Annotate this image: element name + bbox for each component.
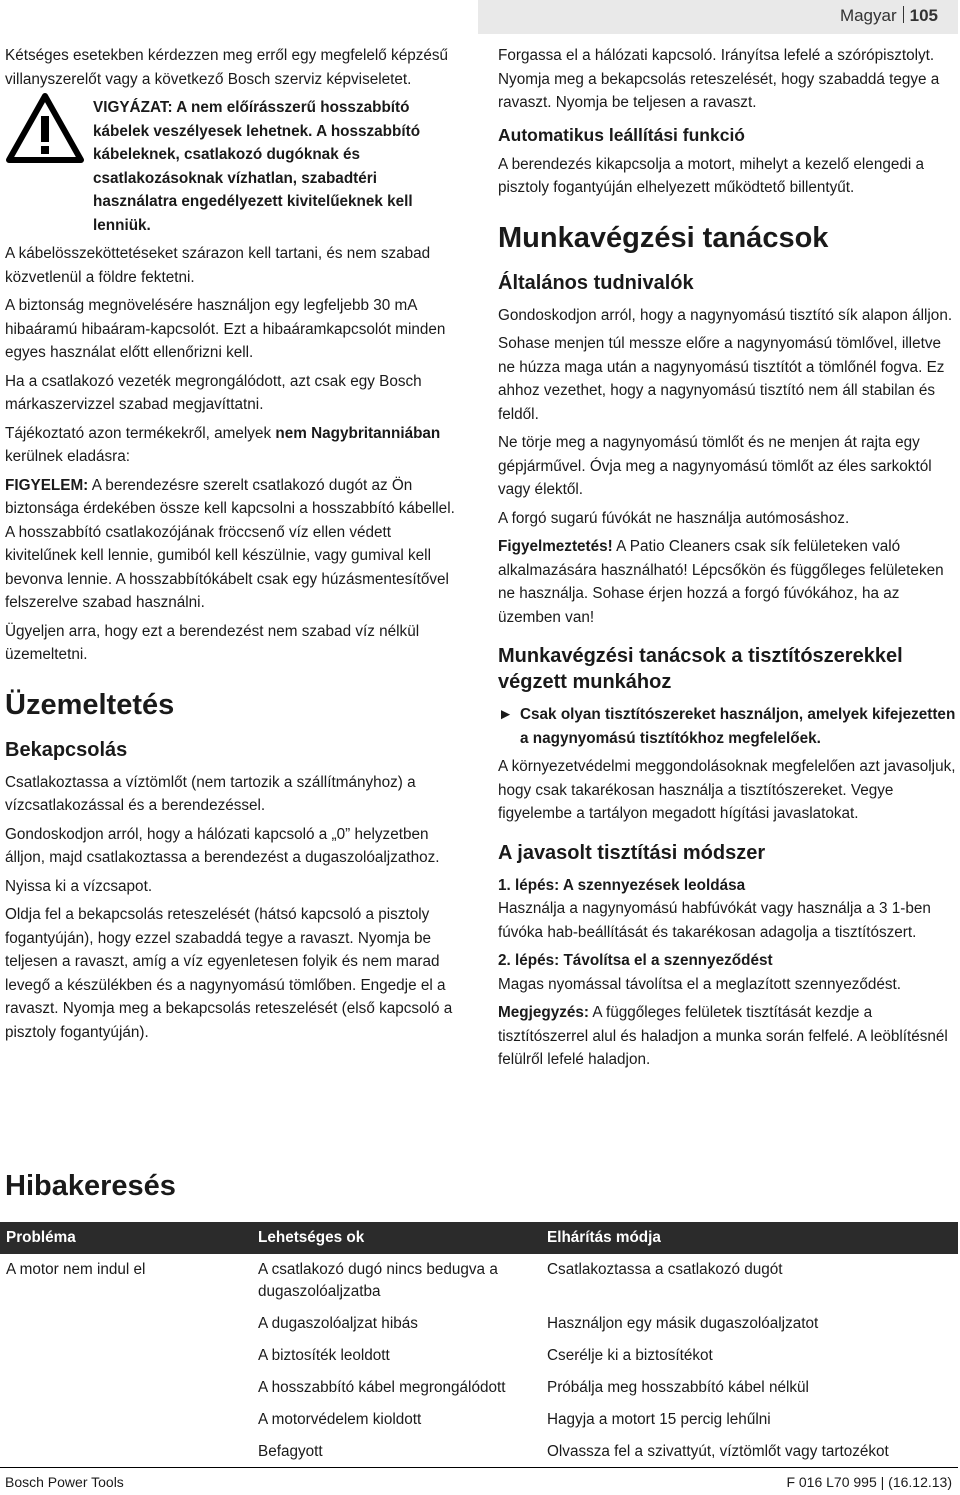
bullet-text: Csak olyan tisztítószereket használjon, amelyek kifejezetten a nagynyomású tisztítókhoz megfelelőek.	[520, 706, 956, 747]
bullet-item	[498, 703, 958, 750]
table-cell: Cserélje ki a biztosítékot	[547, 1347, 713, 1364]
paragraph: A forgó sugarú fúvókát ne használja autómosáshoz.	[498, 509, 850, 527]
bold-span: Figyelmeztetés!	[498, 538, 613, 555]
right-column	[498, 44, 958, 1077]
paragraph	[498, 874, 958, 945]
subsection-heading: Bekapcsolás	[5, 738, 128, 761]
table-cell	[0, 1372, 252, 1404]
table-cell: A dugaszolóaljzat hibás	[258, 1315, 418, 1332]
step-text: Használja a nagynyomású habfúvókát vagy használja a 3 1-ben fúvóka hab-beállítását és takarékosan adagolja a tisztítószert.	[498, 900, 931, 941]
text-span: A Patio Cleaners csak sík felületeken való alkalmazására használható! Lépcsőkön és függőleges felületeken ne használja. Sohase érjen hozzá a forgó fúvókához, ha az üzemben van!	[498, 538, 944, 626]
table-row	[0, 1254, 958, 1308]
page-header	[478, 0, 958, 34]
paragraph: Gondoskodjon arról, hogy a nagynyomású tisztító sík alapon álljon.	[498, 306, 953, 324]
warning-text: VIGYÁZAT: A nem előírásszerű hosszabbító kábelek veszélyesek lehetnek. A hosszabbító kábeleknek, csatlakozó dugóknak és csatlakozásoknak vízhatlan, szabadtéri használatra engedélyezett kivitelűeknek kell lenniük.	[93, 99, 421, 234]
table-row	[0, 1404, 958, 1436]
table-cell: Befagyott	[258, 1443, 323, 1460]
step-heading: 1. lépés: A szennyezések leoldása	[498, 876, 746, 894]
table-cell: A csatlakozó dugó nincs bedugva a dugaszolóaljzatba	[258, 1261, 498, 1300]
subsection-heading: Automatikus leállítási funkció	[498, 124, 745, 145]
table-cell: A hosszabbító kábel megrongálódott	[258, 1379, 506, 1396]
subsection-heading: Munkavégzési tanácsok a tisztítószerekkel végzett munkához	[498, 645, 903, 693]
paragraph: Ügyeljen arra, hogy ezt a berendezést nem szabad víz nélkül üzemeltetni.	[5, 622, 420, 663]
table-cell: Használjon egy másik dugaszolóaljzatot	[547, 1315, 819, 1332]
paragraph: Ha a csatlakozó vezeték megrongálódott, azt csak egy Bosch márkaszervizzel szabad megjavíttatni.	[5, 372, 422, 413]
text-span: Tájékoztató azon termékekről, amelyek	[5, 424, 276, 442]
step-heading: 2. lépés: Távolítsa el a szennyeződést	[498, 952, 773, 969]
troubleshooting-heading: Hibakeresés	[5, 1170, 176, 1202]
paragraph: Gondoskodjon arról, hogy a hálózati kapcsoló a „0” helyzetben álljon, majd csatlakoztassa a berendezést a dugaszolóaljzathoz.	[5, 825, 440, 866]
paragraph: Csatlakoztassa a víztömlőt (nem tartozik a szállítmányhoz) a vízcsatlakozással és a berendezéssel.	[5, 773, 416, 814]
section-heading: Üzemeltetés	[5, 688, 175, 721]
paragraph: Ne törje meg a nagynyomású tömlőt és ne menjen át rajta egy gépjárművel. Óvja meg a nagynyomású tömlőt az éles sarkoktól vagy élektől.	[498, 434, 932, 498]
subsection-heading: A javasolt tisztítási módszer	[498, 841, 766, 864]
column-header: Elhárítás módja	[541, 1222, 958, 1254]
table-cell: Próbálja meg hosszabbító kábel nélkül	[547, 1379, 809, 1396]
triangle-bullet-icon: ►	[498, 706, 514, 723]
table-row	[0, 1372, 958, 1404]
subsection-heading: Általános tudnivalók	[498, 271, 694, 294]
column-header: Probléma	[0, 1222, 252, 1254]
table-cell: A biztosíték leoldott	[258, 1347, 390, 1364]
paragraph	[498, 535, 958, 629]
paragraph: A kábelösszeköttetéseket szárazon kell tartani, és nem szabad közvetlenül a földre fektetni.	[5, 245, 431, 286]
table-cell	[0, 1340, 252, 1372]
paragraph: A berendezés kikapcsolja a motort, mihelyt a kezelő elengedi a pisztoly fogantyúján elhelyezett működtető billentyűt.	[498, 155, 925, 196]
table-cell	[0, 1308, 252, 1340]
header-language: Magyar	[839, 6, 897, 25]
paragraph: Kétséges esetekben kérdezzen meg erről egy megfelelő képzésű villanyszerelőt vagy a következő Bosch szerviz képviseletet.	[5, 47, 449, 88]
paragraph: Oldja fel a bekapcsolás reteszelését (hátsó kapcsoló a pisztoly fogantyúján), hogy ezzel szabaddá tegye a ravaszt. Nyomja be teljesen a ravaszt, amíg a víz egyenletesen folyik és nem marad levegő a készülékben és a nagynyomású tömlőben. Engedje el a ravaszt. Nyomja meg a bekapcsolás reteszelését (első kapcsoló a pisztoly fogantyúján).	[5, 906, 453, 1041]
text-span: kerülnek eladásra:	[5, 448, 130, 465]
paragraph: A biztonság megnövelésére használjon egy legfeljebb 30 mA hibaáramú hibaáram-kapcsolót. Ezt a hibaáramkapcsolót minden egyes használat előtt ellenőrizni kell.	[5, 297, 446, 361]
footer-brand: Bosch Power Tools	[5, 1474, 124, 1490]
page-number: 105	[909, 6, 938, 25]
paragraph: Forgassa el a hálózati kapcsoló. Irányítsa lefelé a szórópisztolyt. Nyomja meg a bekapcsolás reteszelését, hogy szabaddá tegye a ravaszt. Nyomja be teljesen a ravaszt.	[498, 47, 940, 111]
table-cell: A motor nem indul el	[6, 1261, 146, 1278]
table-header-row	[0, 1222, 958, 1254]
bold-span: Megjegyzés:	[498, 1004, 589, 1021]
table-cell: Hagyja a motort 15 percig lehűlni	[547, 1411, 771, 1428]
table-cell: Olvassza fel a szivattyút, víztömlőt vagy tartozékot	[547, 1443, 889, 1460]
section-heading: Munkavégzési tanácsok	[498, 221, 829, 254]
paragraph: A környezetvédelmi meggondolásoknak megfelelően azt javasoljuk, hogy csak takarékosan használja a tisztítószereket. Vegye figyelembe a tartályon megadott hígítási javaslatokat.	[498, 758, 956, 822]
table-row	[0, 1436, 958, 1468]
step-text: Magas nyomással távolítsa el a meglazított szennyeződést.	[498, 975, 902, 993]
left-column	[5, 44, 460, 1049]
troubleshooting-table	[0, 1222, 958, 1468]
bold-span: FIGYELEM:	[5, 476, 89, 494]
table-cell	[0, 1436, 252, 1468]
column-header: Lehetséges ok	[252, 1222, 541, 1254]
table-row	[0, 1340, 958, 1372]
text-span: A berendezésre szerelt csatlakozó dugót az Ön biztonsága érdekében össze kell kapcsolni a hosszabbító kábellel. A hosszabbító csatlakozójának fröccsenő víz ellen védett kivitelűnek kell lennie, gumiból kell készülnie, vagy gumival kell bevonva lennie. A hosszabbítókábelt csak egy húzásmentesítővel felszerelve szabad használni.	[5, 476, 455, 611]
table-cell: A motorvédelem kioldott	[258, 1411, 422, 1428]
paragraph	[498, 949, 958, 996]
footer-doc-id: F 016 L70 995 | (16.12.13)	[786, 1474, 952, 1490]
paragraph	[5, 474, 460, 615]
paragraph	[5, 422, 460, 469]
paragraph: Nyissa ki a vízcsapot.	[5, 877, 153, 895]
paragraph	[498, 1001, 958, 1072]
text-span: A függőleges felületek tisztítását kezdje a tisztítószerrel alul és haladjon a munka során felfelé. A leöblítésnél felülről lefelé haladjon.	[498, 1004, 948, 1068]
header-separator	[903, 6, 904, 23]
table-row	[0, 1308, 958, 1340]
table-cell	[0, 1404, 252, 1436]
header-text	[840, 6, 938, 26]
paragraph: Sohase menjen túl messze előre a nagynyomású tömlővel, illetve ne húzza maga után a nagynyomású tisztítót a tömlőnél fogva. Ez ahhoz vezethet, hogy a nagynyomású tisztító nem áll stabilan és feldől.	[498, 335, 945, 423]
footer-divider	[0, 1467, 958, 1468]
bold-span: nem Nagybritanniában	[275, 424, 441, 442]
table-cell: Csatlakoztassa a csatlakozó dugót	[547, 1261, 783, 1278]
warning-triangle-icon	[5, 92, 85, 164]
warning-block	[5, 96, 460, 237]
